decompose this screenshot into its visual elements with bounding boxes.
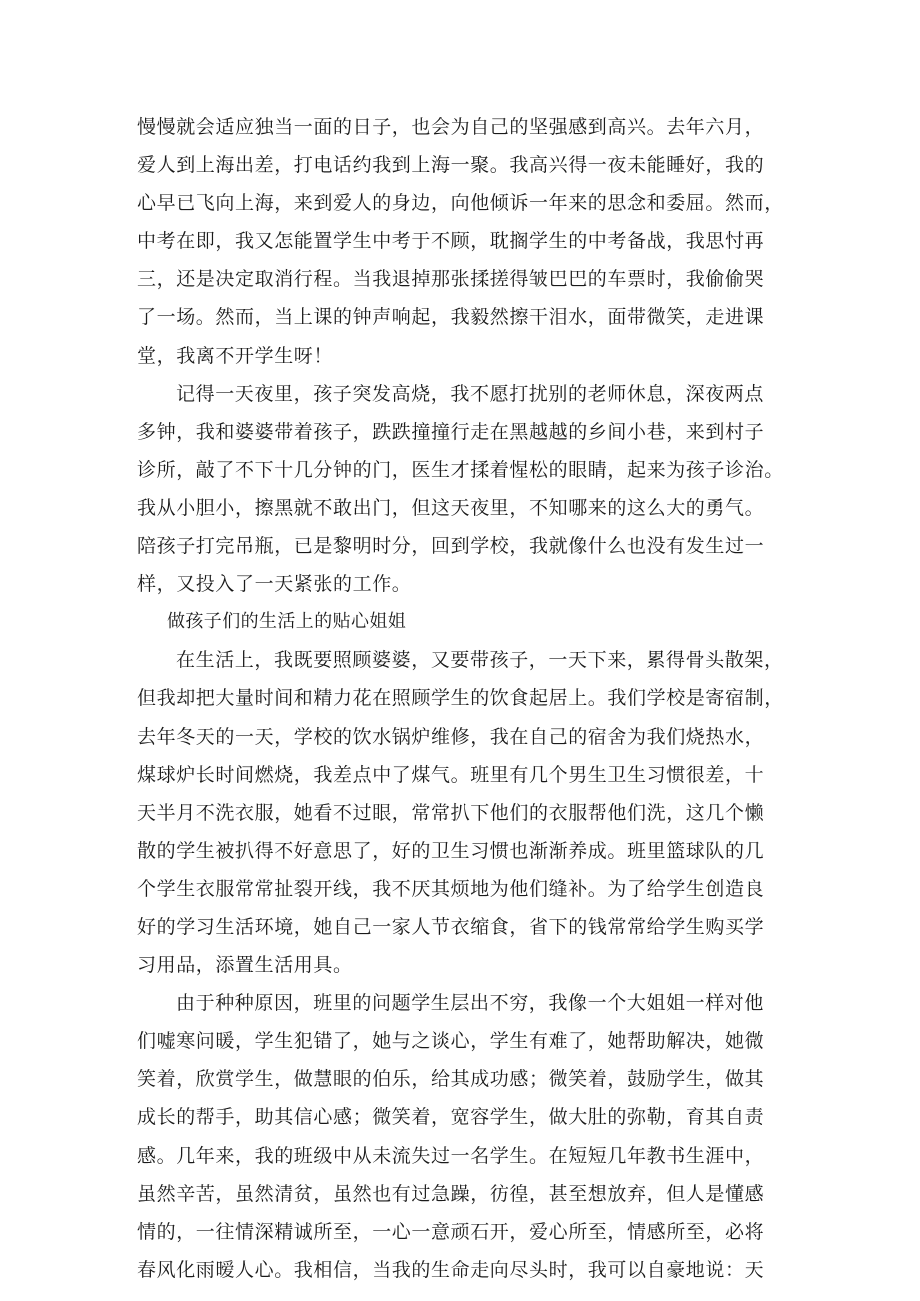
paragraph-4-line-4: 成长的帮手，助其信心感；微笑着，宽容学生，做大肚的弥勒，育其自责 <box>137 1106 765 1129</box>
paragraph-4-line-2: 们嘘寒问暖，学生犯错了，她与之谈心，学生有难了，她帮助解决，她微 <box>137 1030 765 1053</box>
paragraph-2-line-6: 样，又投入了一天紧张的工作。 <box>137 573 412 596</box>
paragraph-4-line-3: 笑着，欣赏学生，做慧眼的伯乐，给其成功感；微笑着，鼓励学生，做其 <box>137 1068 765 1091</box>
paragraph-1-line-7: 堂，我离不开学生呀！ <box>137 344 334 367</box>
paragraph-2-line-5: 陪孩子打完吊瓶，已是黎明时分，回到学校，我就像什么也没有发生过一 <box>137 535 765 558</box>
paragraph-2-line-1: 记得一天夜里，孩子突发高烧，我不愿打扰别的老师休息，深夜两点 <box>176 382 765 405</box>
paragraph-3-line-7: 个学生衣服常常扯裂开线，我不厌其烦地为他们缝补。为了给学生创造良 <box>137 877 765 900</box>
paragraph-1-line-1: 慢慢就会适应独当一面的日子，也会为自己的坚强感到高兴。去年六月， <box>137 116 765 138</box>
paragraph-3-line-3: 去年冬天的一天，学校的饮水锅炉维修，我在自己的宿舍为我们烧热水， <box>137 725 765 748</box>
paragraph-3-line-4: 煤球炉长时间燃烧，我差点中了煤气。班里有几个男生卫生习惯很差，十 <box>137 763 765 786</box>
paragraph-2-line-3: 诊所，敲了不下十几分钟的门，医生才揉着惺松的眼睛，起来为孩子诊治。 <box>137 458 784 481</box>
paragraph-1-line-4: 中考在即，我又怎能置学生中考于不顾，耽搁学生的中考备战，我思忖再 <box>137 230 765 253</box>
paragraph-2-line-2: 多钟，我和婆婆带着孩子，跌跌撞撞行走在黑越越的乡间小巷，来到村子 <box>137 420 765 443</box>
document-body <box>137 108 791 1289</box>
section-heading: 做孩子们的生活上的贴心姐姐 <box>167 611 407 633</box>
paragraph-1-line-3: 心早已飞向上海，来到爱人的身边，向他倾诉一年来的思念和委屈。然而， <box>137 192 784 215</box>
paragraph-3-line-8: 好的学习生活环境，她自己一家人节衣缩食，省下的钱常常给学生购买学 <box>137 915 765 938</box>
paragraph-4-line-7: 情的，一往情深精诚所至，一心一意顽石开，爱心所至，情感所至，必将 <box>137 1220 765 1243</box>
paragraph-4-line-6: 虽然辛苦，虽然清贫，虽然也有过急躁，彷徨，甚至想放弃，但人是懂感 <box>137 1182 765 1205</box>
paragraph-4-line-1: 由于种种原因，班里的问题学生层出不穷，我像一个大姐姐一样对他 <box>176 992 765 1015</box>
paragraph-2-line-4: 我从小胆小，擦黑就不敢出门，但这天夜里，不知哪来的这么大的勇气。 <box>137 496 765 519</box>
paragraph-1-line-6: 了一场。然而，当上课的钟声响起，我毅然擦干泪水，面带微笑，走进课 <box>137 306 765 329</box>
paragraph-1-line-5: 三，还是决定取消行程。当我退掉那张揉搓得皱巴巴的车票时，我偷偷哭 <box>137 268 765 291</box>
paragraph-4-line-8: 春风化雨暧人心。我相信，当我的生命走向尽头时，我可以自豪地说：天 <box>137 1258 765 1281</box>
paragraph-4-line-5: 感。几年来，我的班级中从未流失过一名学生。在短短几年教书生涯中， <box>137 1144 765 1167</box>
paragraph-3-line-2: 但我却把大量时间和精力花在照顾学生的饮食起居上。我们学校是寄宿制， <box>137 687 784 710</box>
paragraph-3-line-9: 习用品，添置生活用具。 <box>137 954 353 977</box>
paragraph-1-line-2: 爱人到上海出差，打电话约我到上海一聚。我高兴得一夜未能睡好，我的 <box>137 154 765 177</box>
paragraph-3-line-5: 天半月不洗衣服，她看不过眼，常常扒下他们的衣服帮他们洗，这几个懒 <box>137 801 765 824</box>
paragraph-3-line-6: 散的学生被扒得不好意思了，好的卫生习惯也渐渐养成。班里篮球队的几 <box>137 839 765 862</box>
paragraph-3-line-1: 在生活上，我既要照顾婆婆，又要带孩子，一天下来，累得骨头散架， <box>176 649 784 672</box>
